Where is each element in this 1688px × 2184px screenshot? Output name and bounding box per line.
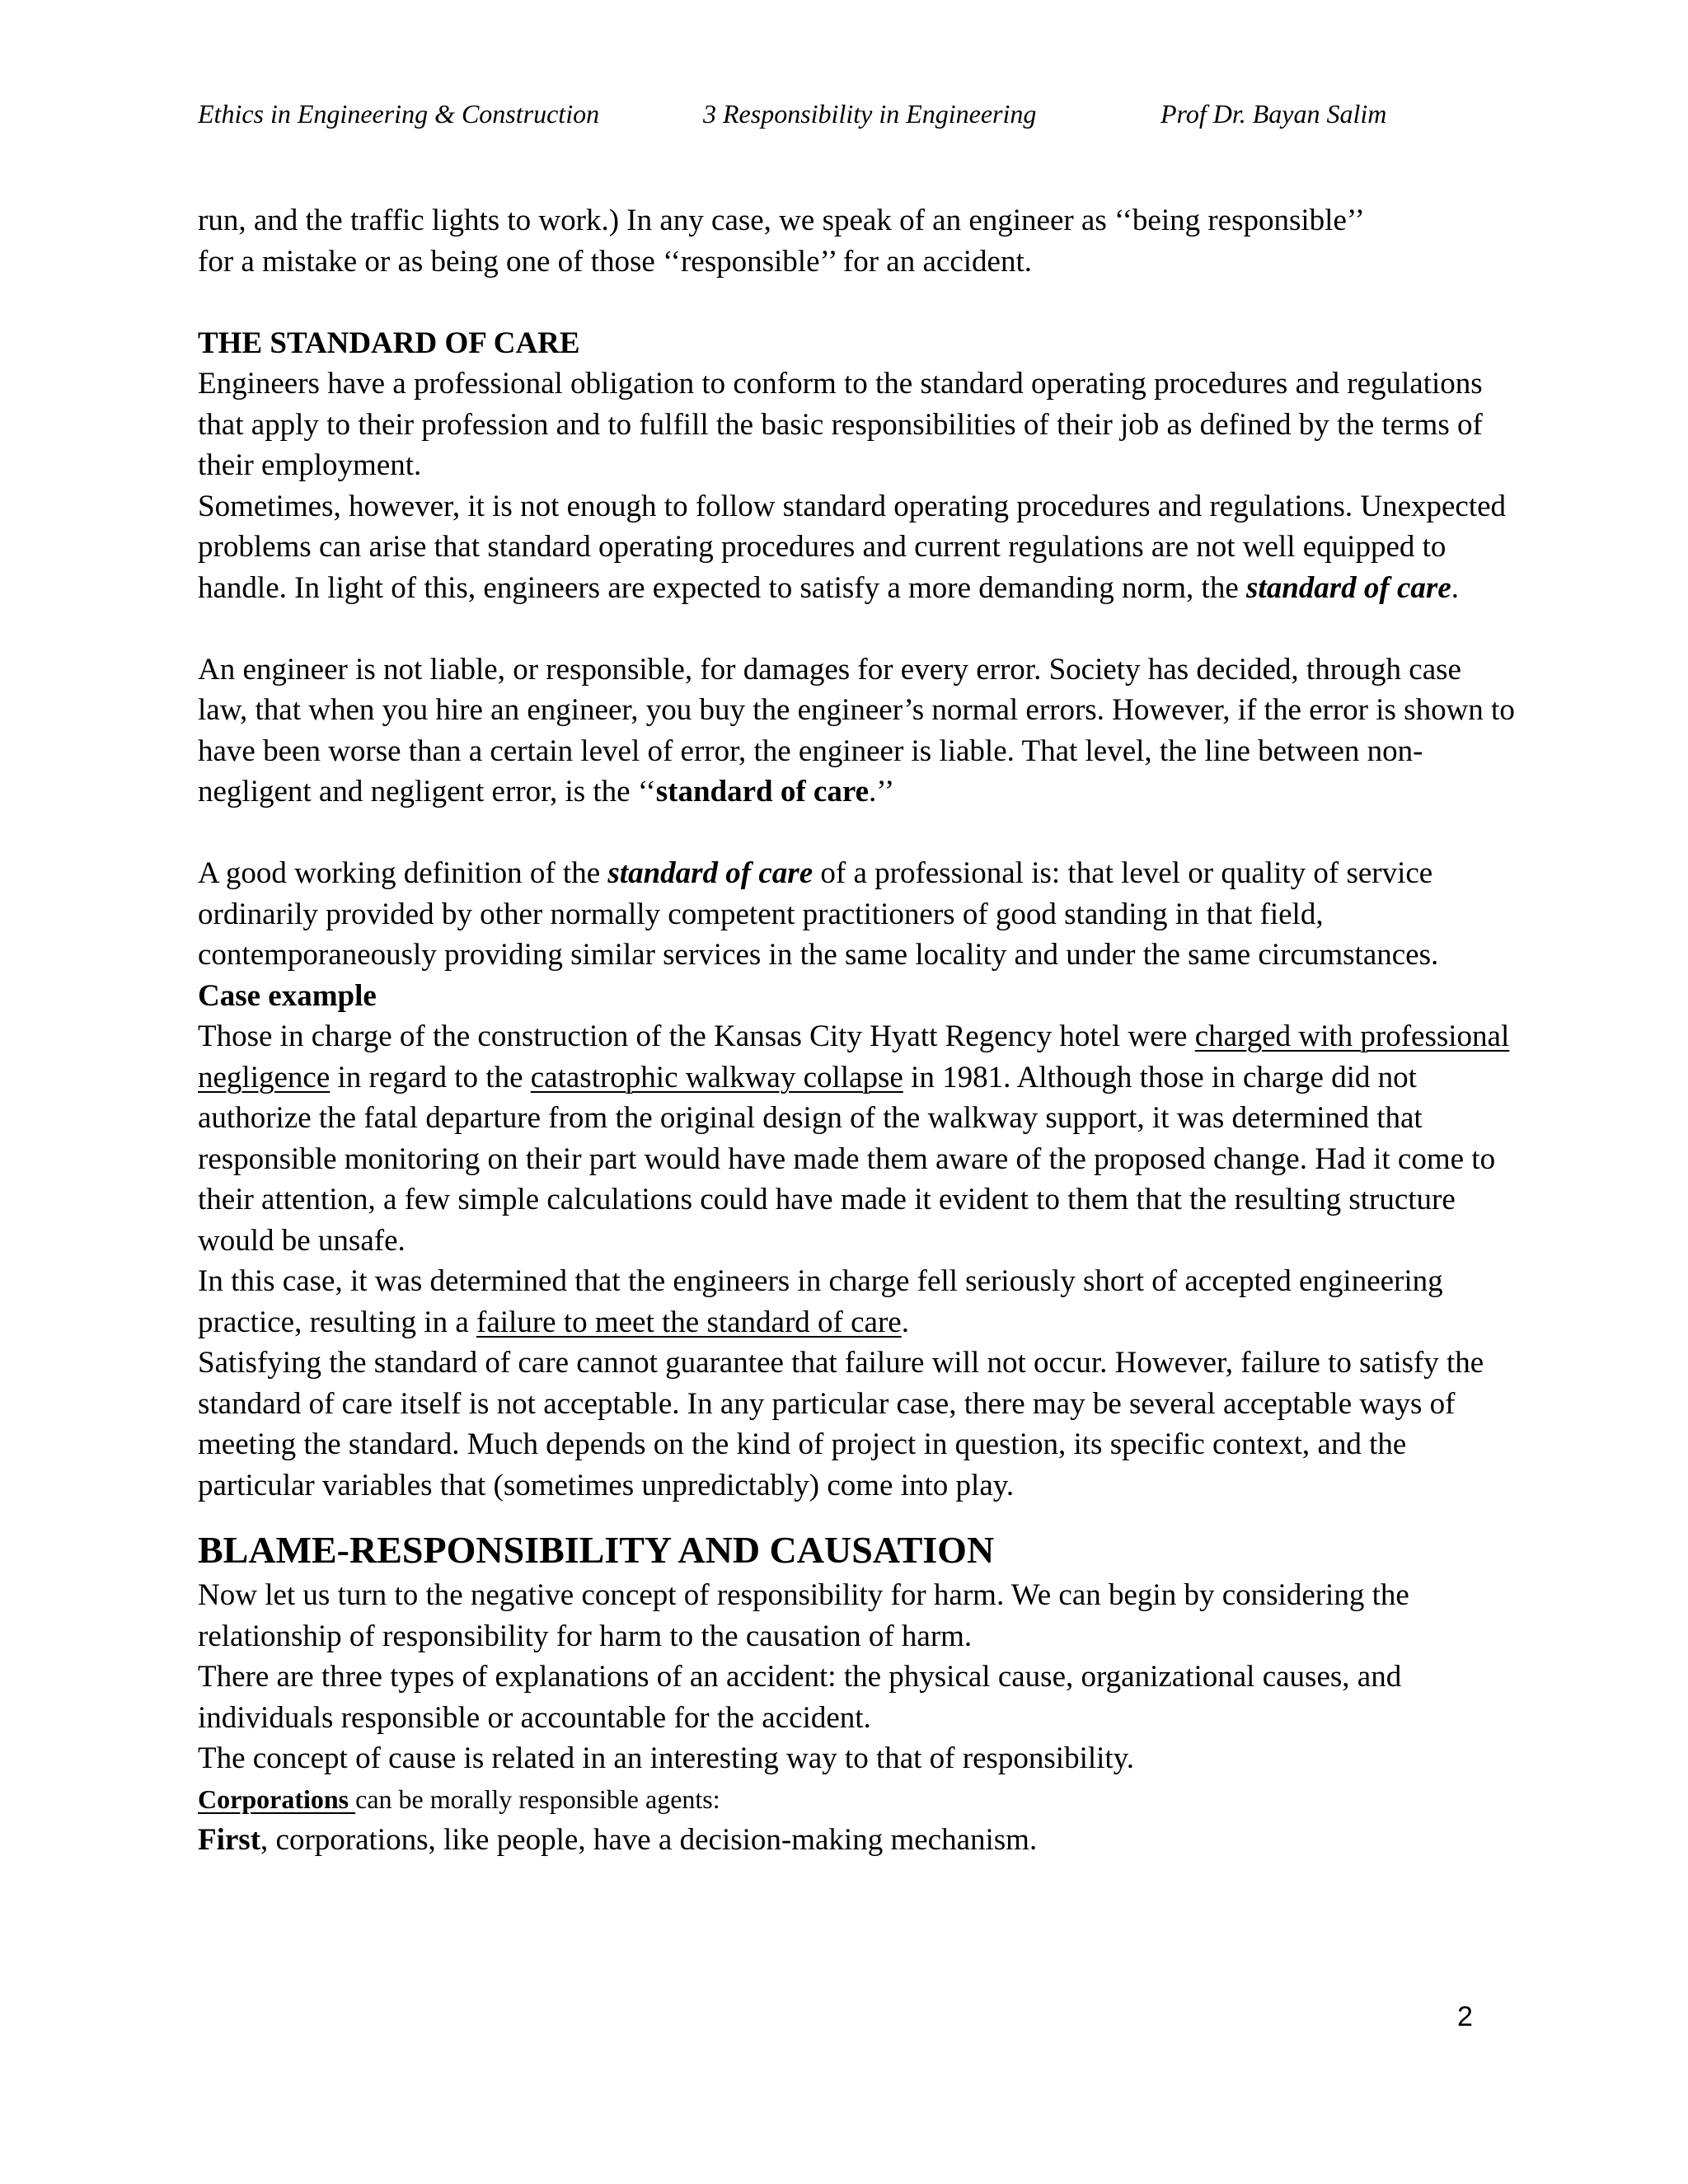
- underlined-phrase: charged with professional negligence: [198, 1019, 1510, 1094]
- paragraph: Corporations can be morally responsible agents:: [198, 1783, 720, 1814]
- bold-label: Corporations: [198, 1783, 356, 1814]
- paragraph: Sometimes, however, it is not enough to follow standard operating procedures and regulations. Unexpected problems can arise that standard operating procedures and current regulations are not well equipped to handle. In light of this, engineers are expected to satisfy a more demanding norm, the standard of care.: [198, 489, 1507, 605]
- paragraph: In this case, it was determined that the engineers in charge fell seriously short of accepted engineering practice, resulting in a failure to meet the standard of care.: [198, 1264, 1443, 1339]
- intro-line-1: run, and the traffic lights to work.) In any case, we speak of an engineer as ‘‘being responsible’’: [198, 204, 1365, 237]
- header-chapter-title: 3 Responsibility in Engineering: [703, 99, 1037, 129]
- paragraph: First, corporations, like people, have a decision-making mechanism.: [198, 1823, 1038, 1857]
- header-author: Prof Dr. Bayan Salim: [1160, 99, 1387, 129]
- section-heading-standard-of-care: THE STANDARD OF CARE: [198, 326, 580, 360]
- page-body: [198, 200, 1517, 1861]
- emphasis-term: standard of care: [1246, 570, 1451, 605]
- bold-label: First: [198, 1823, 261, 1857]
- underlined-phrase: catastrophic walkway collapse: [530, 1060, 903, 1094]
- paragraph: An engineer is not liable, or responsible, for damages for every error. Society has decided, through case law, that when you hire an engineer, you buy the engineer’s normal errors. However, if the error is shown to have been worse than a certain level of error, the engineer is liable. That level, the line between non-negligent and negligent error, is the ‘‘standard of care.’’: [198, 652, 1515, 808]
- paragraph: There are three types of explanations of an accident: the physical cause, organizational causes, and individuals responsible or accountable for the accident.: [198, 1660, 1402, 1735]
- bold-term: standard of care: [655, 775, 870, 808]
- section-heading-blame: BLAME-RESPONSIBILITY AND CAUSATION: [198, 1529, 995, 1571]
- intro-line-2: for a mistake or as being one of those ‘‘responsible’’ for an accident.: [198, 244, 1032, 279]
- paragraph: Engineers have a professional obligation to conform to the standard operating procedures and regulations that apply to their profession and to fulfill the basic responsibilities of their job as defined by the terms of their employment.: [198, 367, 1483, 482]
- header-course-title: Ethics in Engineering & Construction: [198, 99, 600, 129]
- page-number: 2: [1457, 2001, 1473, 2032]
- paragraph: Now let us turn to the negative concept of responsibility for harm. We can begin by considering the relationship of responsibility for harm to the causation of harm.: [198, 1578, 1409, 1653]
- paragraph: Those in charge of the construction of the Kansas City Hyatt Regency hotel were charged with professional negligence in regard to the catastrophic walkway collapse in 1981. Although those in charge did not authorize the fatal departure from the original design of the walkway support, it was determined that responsible monitoring on their part would have made them aware of the proposed change. Had it come to their attention, a few simple calculations could have made it evident to them that the resulting structure would be unsafe.: [198, 1019, 1510, 1258]
- subheading-case-example: Case example: [198, 978, 377, 1013]
- underlined-phrase: failure to meet the standard of care: [476, 1305, 902, 1339]
- paragraph: Satisfying the standard of care cannot guarantee that failure will not occur. However, failure to satisfy the standard of care itself is not acceptable. In any particular case, there may be several acceptable ways of meeting the standard. Much depends on the kind of project in question, its specific context, and the particular variables that (sometimes unpredictably) come into play.: [198, 1346, 1484, 1502]
- paragraph: A good working definition of the standard of care of a professional is: that level or quality of service ordinarily provided by other normally competent practitioners of good standing in that field, contemporaneously providing similar services in the same locality and under the same circumstances.: [198, 856, 1439, 972]
- paragraph: The concept of cause is related in an interesting way to that of responsibility.: [198, 1741, 1135, 1775]
- emphasis-term: standard of care: [607, 856, 814, 890]
